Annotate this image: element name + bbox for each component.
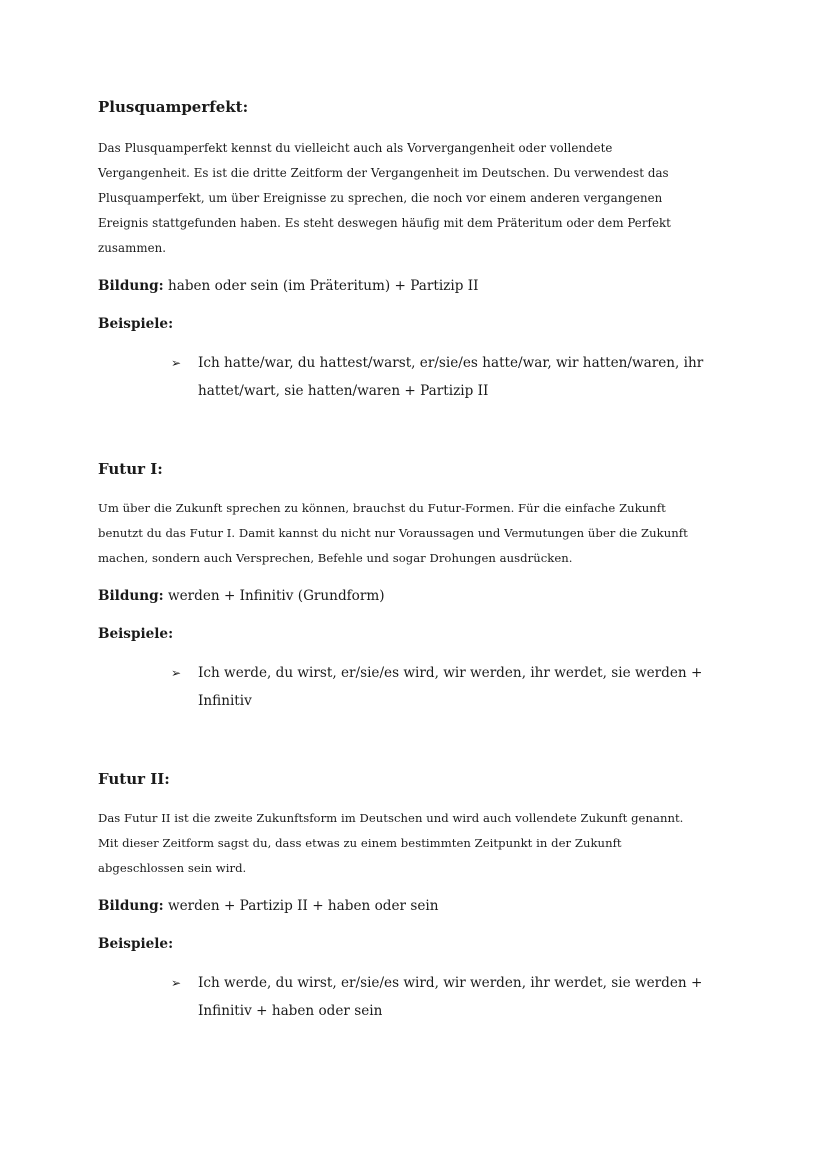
example-line: Ich hatte/war, du hattest/warst, er/sie/es hatte/war, wir hatten/waren, ihr [198,355,704,371]
bildung-label: Bildung: [98,588,164,604]
futur1-beispiele [98,624,738,644]
futur1-bildung [98,586,738,606]
plusquamperfekt-paragraph [98,136,738,261]
paragraph-line: Das Futur II ist die zweite Zukunftsform im Deutschen und wird auch vollendete Zukunft genannt. [98,811,684,825]
futur2-paragraph [98,806,738,881]
paragraph-line: Mit dieser Zeitform sagst du, dass etwas zu einem bestimmten Zeitpunkt in der Zukunft [98,836,622,850]
beispiele-label: Beispiele: [98,316,174,332]
futur2-beispiele [98,934,738,954]
example-bullet [171,969,731,1025]
paragraph-line: Das Plusquamperfekt kennst du vielleicht auch als Vorvergangenheit oder vollendete [98,141,613,155]
section-futur2 [98,769,738,789]
arrow-bullet-icon: ➢ [171,666,182,680]
example-line: Ich werde, du wirst, er/sie/es wird, wir werden, ihr werdet, sie werden + [198,975,703,991]
example-line: hattet/wart, sie hatten/waren + Partizip II [198,383,489,399]
paragraph-line: Vergangenheit. Es ist die dritte Zeitform der Vergangenheit im Deutschen. Du verwendest das [98,166,669,180]
example-bullet [171,349,731,405]
section-plusquamperfekt [98,97,738,117]
beispiele-label: Beispiele: [98,936,174,952]
paragraph-line: abgeschlossen sein wird. [98,861,247,875]
section-heading: Futur II: [98,770,170,788]
paragraph-line: Plusquamperfekt, um über Ereignisse zu sprechen, die noch vor einem anderen vergangenen [98,191,663,205]
bildung-label: Bildung: [98,278,164,294]
section-heading: Futur I: [98,460,163,478]
example-line: Infinitiv [198,693,252,709]
example-bullet [171,659,731,715]
paragraph-line: zusammen. [98,241,167,255]
futur1-paragraph [98,496,738,571]
paragraph-line: Ereignis stattgefunden haben. Es steht deswegen häufig mit dem Präteritum oder dem Perfekt [98,216,671,230]
section-futur1 [98,459,738,479]
bildung-text: werden + Infinitiv (Grundform) [167,588,385,604]
bildung-label: Bildung: [98,898,164,914]
example-line: Infinitiv + haben oder sein [198,1003,383,1019]
paragraph-line: machen, sondern auch Versprechen, Befehle und sogar Drohungen ausdrücken. [98,551,573,565]
paragraph-line: Um über die Zukunft sprechen zu können, brauchst du Futur-Formen. Für die einfache Zukunft [98,501,666,515]
paragraph-line: benutzt du das Futur I. Damit kannst du nicht nur Voraussagen und Vermutungen über die Zukunft [98,526,688,540]
bildung-text: haben oder sein (im Präteritum) + Partizip II [167,278,479,294]
section-heading: Plusquamperfekt: [98,98,249,116]
arrow-bullet-icon: ➢ [171,356,182,370]
arrow-bullet-icon: ➢ [171,976,182,990]
plusquamperfekt-beispiele [98,314,738,334]
example-line: Ich werde, du wirst, er/sie/es wird, wir werden, ihr werdet, sie werden + [198,665,703,681]
bildung-text: werden + Partizip II + haben oder sein [167,898,439,914]
futur2-bildung [98,896,738,916]
plusquamperfekt-bildung [98,276,738,296]
beispiele-label: Beispiele: [98,626,174,642]
